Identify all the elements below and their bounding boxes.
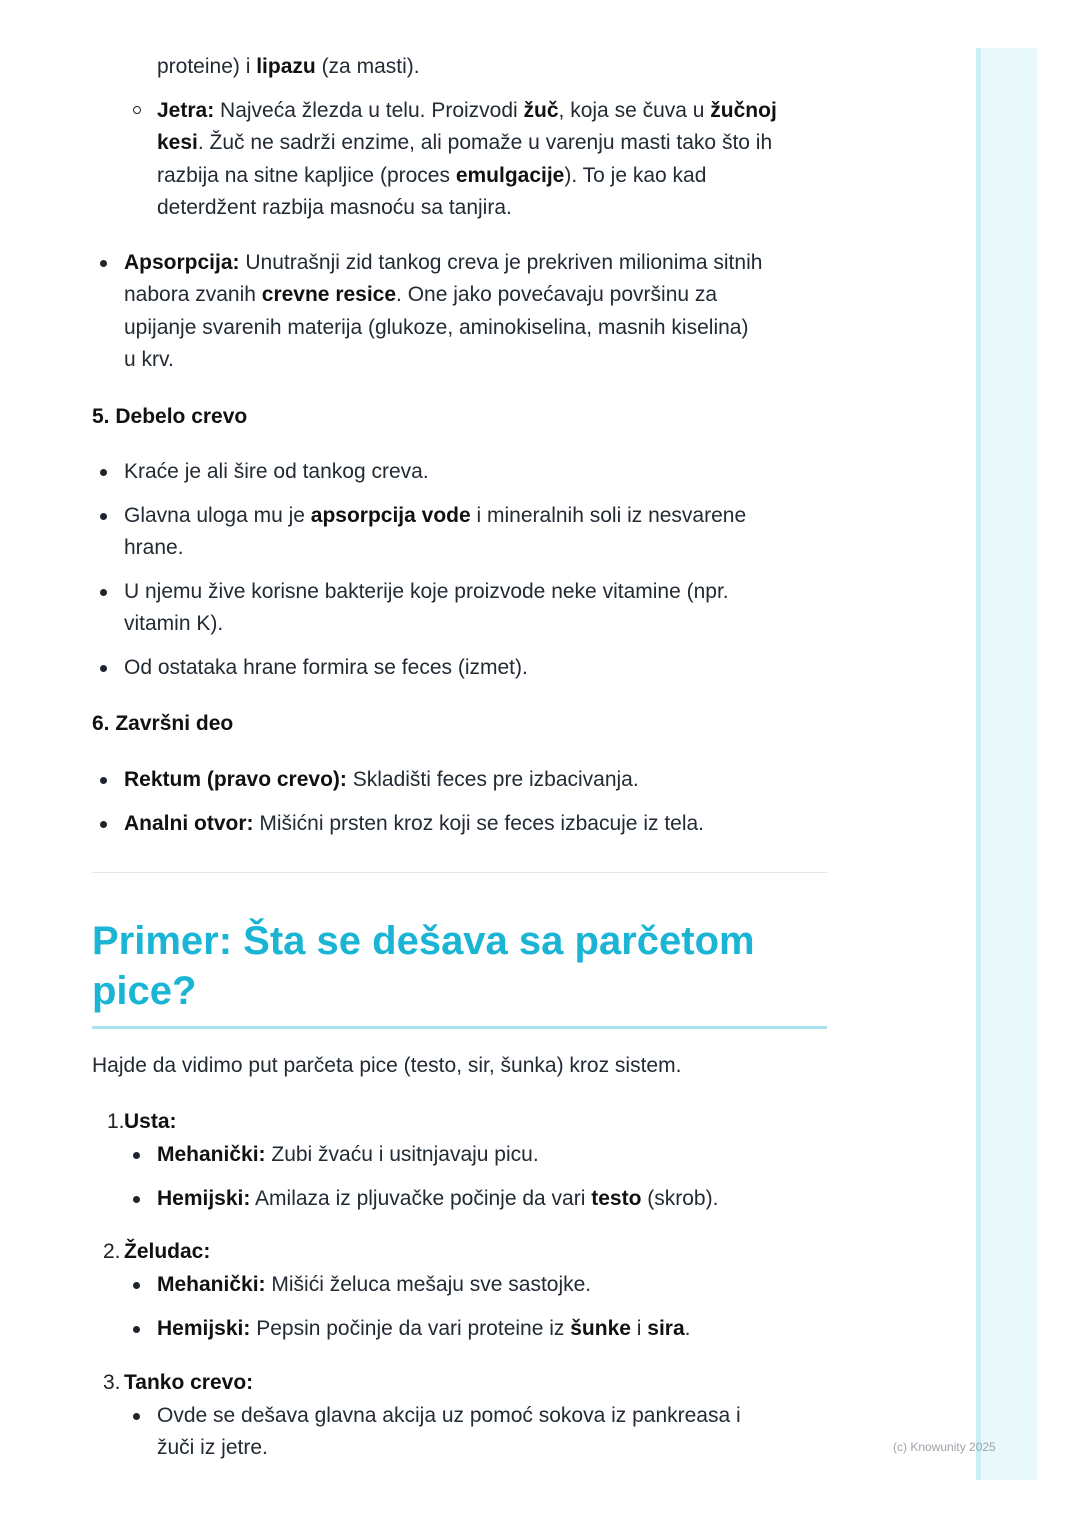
liver-line-3: razbija na sitne kapljice (proces emulgacije). To je kao kad (157, 164, 707, 187)
absorption-line-2: nabora zvanih crevne resice. One jako povećavaju površinu za (124, 283, 718, 306)
bullet-icon (133, 1413, 140, 1420)
section-heading-large-intestine: 5. Debelo crevo (92, 405, 248, 428)
bullet-icon (133, 1326, 140, 1333)
bullet-icon (100, 589, 107, 596)
bullet-icon (133, 1152, 140, 1159)
stomach-mechanical: Mehanički: Mišići želuca mešaju sve sastojke. (157, 1273, 592, 1296)
absorption-line-1: Apsorpcija: Unutrašnji zid tankog creva je prekriven milionima sitnih (124, 251, 763, 274)
large-intestine-item-2-cont: hrane. (124, 536, 184, 559)
step-title-stomach: Želudac: (124, 1240, 211, 1263)
large-intestine-item-3-cont: vitamin K). (124, 612, 224, 635)
side-margin-bar (976, 48, 1037, 1480)
bullet-icon (100, 665, 107, 672)
bullet-icon (100, 260, 107, 267)
small-intestine-item: Ovde se dešava glavna akcija uz pomoć sokova iz pankreasa i (157, 1404, 741, 1427)
large-intestine-item-2: Glavna uloga mu je apsorpcija vode i mineralnih soli iz nesvarene (124, 504, 747, 527)
copyright-footer: (c) Knowunity 2025 (893, 1440, 996, 1454)
liver-line-4: deterdžent razbija masnoću sa tanjira. (157, 196, 512, 219)
large-intestine-item-3: U njemu žive korisne bakterije koje proizvode neke vitamine (npr. (124, 580, 729, 603)
absorption-line-3: upijanje svarenih materija (glukoze, aminokiselina, masnih kiselina) (124, 316, 749, 339)
divider (92, 872, 827, 873)
bullet-icon (100, 469, 107, 476)
bullet-icon (100, 777, 107, 784)
liver-line-2: kesi. Žuč ne sadrži enzime, ali pomaže u varenju masti tako što ih (157, 131, 773, 154)
step-title-small-intestine: Tanko crevo: (124, 1371, 254, 1394)
large-intestine-item-4: Od ostataka hrane formira se feces (izmet). (124, 656, 528, 679)
sub-bullet-icon (133, 106, 141, 114)
absorption-line-4: u krv. (124, 348, 174, 371)
bullet-icon (100, 821, 107, 828)
small-intestine-item-cont: žuči iz jetre. (157, 1436, 268, 1459)
step-number: 2. (103, 1240, 121, 1263)
example-heading: Primer: Šta se dešava sa parčetom pice? (92, 916, 827, 1029)
step-number: 3. (103, 1371, 121, 1394)
step-title-mouth: Usta: (124, 1110, 177, 1133)
pancreas-text-tail: proteine) i lipazu (za masti). (157, 55, 420, 78)
large-intestine-item-1: Kraće je ali šire od tankog creva. (124, 460, 429, 483)
bullet-icon (100, 513, 107, 520)
bullet-icon (133, 1282, 140, 1289)
final-part-item-2: Analni otvor: Mišićni prsten kroz koji se feces izbacuje iz tela. (124, 812, 705, 835)
liver-line-1: Jetra: Najveća žlezda u telu. Proizvodi žuč, koja se čuva u žučnoj (157, 99, 777, 122)
step-number: 1. (107, 1110, 125, 1133)
section-heading-final-part: 6. Završni deo (92, 712, 234, 735)
mouth-chemical: Hemijski: Amilaza iz pljuvačke počinje da vari testo (skrob). (157, 1187, 719, 1210)
bullet-icon (133, 1196, 140, 1203)
stomach-chemical: Hemijski: Pepsin počinje da vari proteine iz šunke i sira. (157, 1317, 691, 1340)
example-intro: Hajde da vidimo put parčeta pice (testo, sir, šunka) kroz sistem. (92, 1054, 682, 1077)
mouth-mechanical: Mehanički: Zubi žvaću i usitnjavaju picu. (157, 1143, 539, 1166)
final-part-item-1: Rektum (pravo crevo): Skladišti feces pre izbacivanja. (124, 768, 639, 791)
